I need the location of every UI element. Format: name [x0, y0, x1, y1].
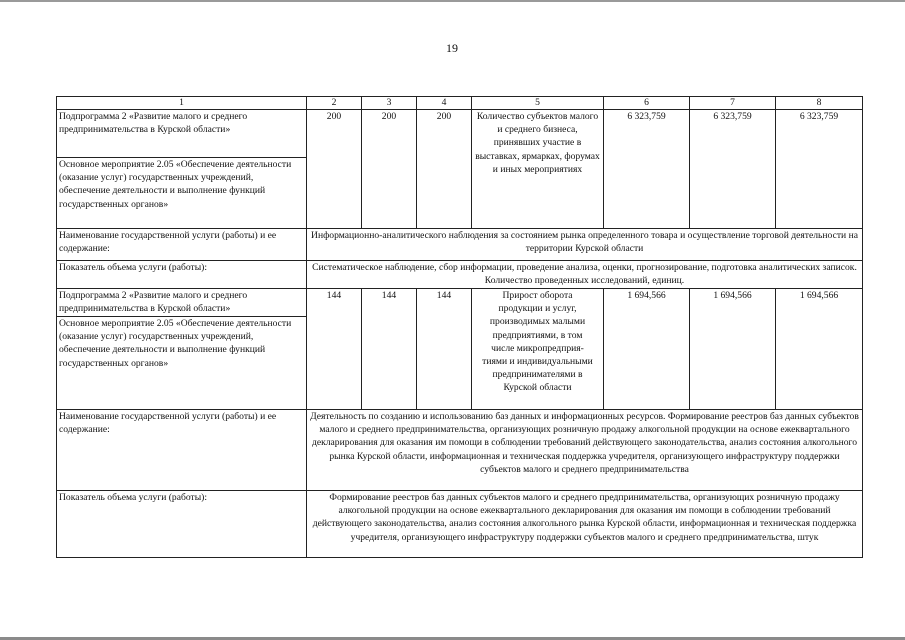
- col-header-1: 1: [57, 97, 307, 110]
- table-row: [57, 289, 863, 317]
- indicator-cell: Прирост оборота продукции и услуг, производимых малыми предприятиями, в том числе микропредприя-тиями и индивидуальными предпринимателями в Курской области: [472, 289, 604, 410]
- table-row: [57, 110, 863, 158]
- table-row: [57, 261, 863, 289]
- indicator-cell: Количество субъектов малого и среднего бизнеса, принявших участие в выставках, ярмарках, форумах и иных мероприятиях: [472, 110, 604, 229]
- service-volume-value: Формирование реестров баз данных субъектов малого и среднего предпринимательства, организующих розничную продажу алкогольной продукции на основе ежеквартального декларирования для оказания им помощи в соблюдении требований действующего законодательства, анализ состояния алкогольного рынка Курской области, информационная и техническая поддержка учредителя, организующего инфраструктуру поддержки субъектов малого и среднего предпринимательства, штук: [307, 491, 863, 558]
- table-row: [57, 491, 863, 558]
- main-event-cell: Основное мероприятие 2.05 «Обеспечение деятельности (оказание услуг) государственных учреждений, обеспечение деятельности и выполнение функций государственных органов»: [57, 317, 307, 410]
- page-number: 19: [446, 41, 458, 55]
- scan-top-edge: [0, 0, 905, 2]
- column-number-row: [57, 97, 863, 110]
- amount-cell: 1 694,566: [604, 289, 690, 410]
- value-cell: 144: [362, 289, 417, 410]
- table-row: [57, 410, 863, 491]
- col-header-6: 6: [604, 97, 690, 110]
- service-name-label: Наименование государственной услуги (работы) и ее содержание:: [57, 229, 307, 261]
- service-volume-label: Показатель объема услуги (работы):: [57, 261, 307, 289]
- amount-cell: 1 694,566: [776, 289, 863, 410]
- service-volume-label: Показатель объема услуги (работы):: [57, 491, 307, 558]
- value-cell: 200: [307, 110, 362, 229]
- col-header-7: 7: [690, 97, 776, 110]
- amount-cell: 6 323,759: [776, 110, 863, 229]
- service-volume-value: Систематическое наблюдение, сбор информации, проведение анализа, оценки, прогнозирование, подготовка аналитических записок. Количество проведенных исследований, единиц.: [307, 261, 863, 289]
- col-header-4: 4: [417, 97, 472, 110]
- col-header-2: 2: [307, 97, 362, 110]
- service-name-label: Наименование государственной услуги (работы) и ее содержание:: [57, 410, 307, 491]
- col-header-8: 8: [776, 97, 863, 110]
- main-event-cell: Основное мероприятие 2.05 «Обеспечение деятельности (оказание услуг) государственных учреждений, обеспечение деятельности и выполнение функций государственных органов»: [57, 158, 307, 229]
- col-header-5: 5: [472, 97, 604, 110]
- amount-cell: 1 694,566: [690, 289, 776, 410]
- service-name-value: Информационно-аналитического наблюдения за состоянием рынка определенного товара и осуществление торговой деятельности на территории Курской области: [307, 229, 863, 261]
- value-cell: 144: [417, 289, 472, 410]
- program-table: [56, 96, 863, 558]
- value-cell: 144: [307, 289, 362, 410]
- subprogram-cell: Подпрограмма 2 «Развитие малого и среднего предпринимательства в Курской области»: [57, 110, 307, 158]
- value-cell: 200: [417, 110, 472, 229]
- col-header-3: 3: [362, 97, 417, 110]
- amount-cell: 6 323,759: [604, 110, 690, 229]
- value-cell: 200: [362, 110, 417, 229]
- subprogram-cell: Подпрограмма 2 «Развитие малого и среднего предпринимательства в Курской области»: [57, 289, 307, 317]
- amount-cell: 6 323,759: [690, 110, 776, 229]
- service-name-value: Деятельность по созданию и использованию баз данных и информационных ресурсов. Формирование реестров баз данных субъектов малого и среднего предпринимательства, организующих розничную продажу алкогольной продукции на основе ежеквартального декларирования для оказания им помощи в соблюдении требований действующего законодательства, анализ состояния алкогольного рынка Курской области, информационная и техническая поддержка учредителя, организующего инфраструктуру поддержки субъектов малого и среднего предпринимательства: [307, 410, 863, 491]
- table-row: [57, 229, 863, 261]
